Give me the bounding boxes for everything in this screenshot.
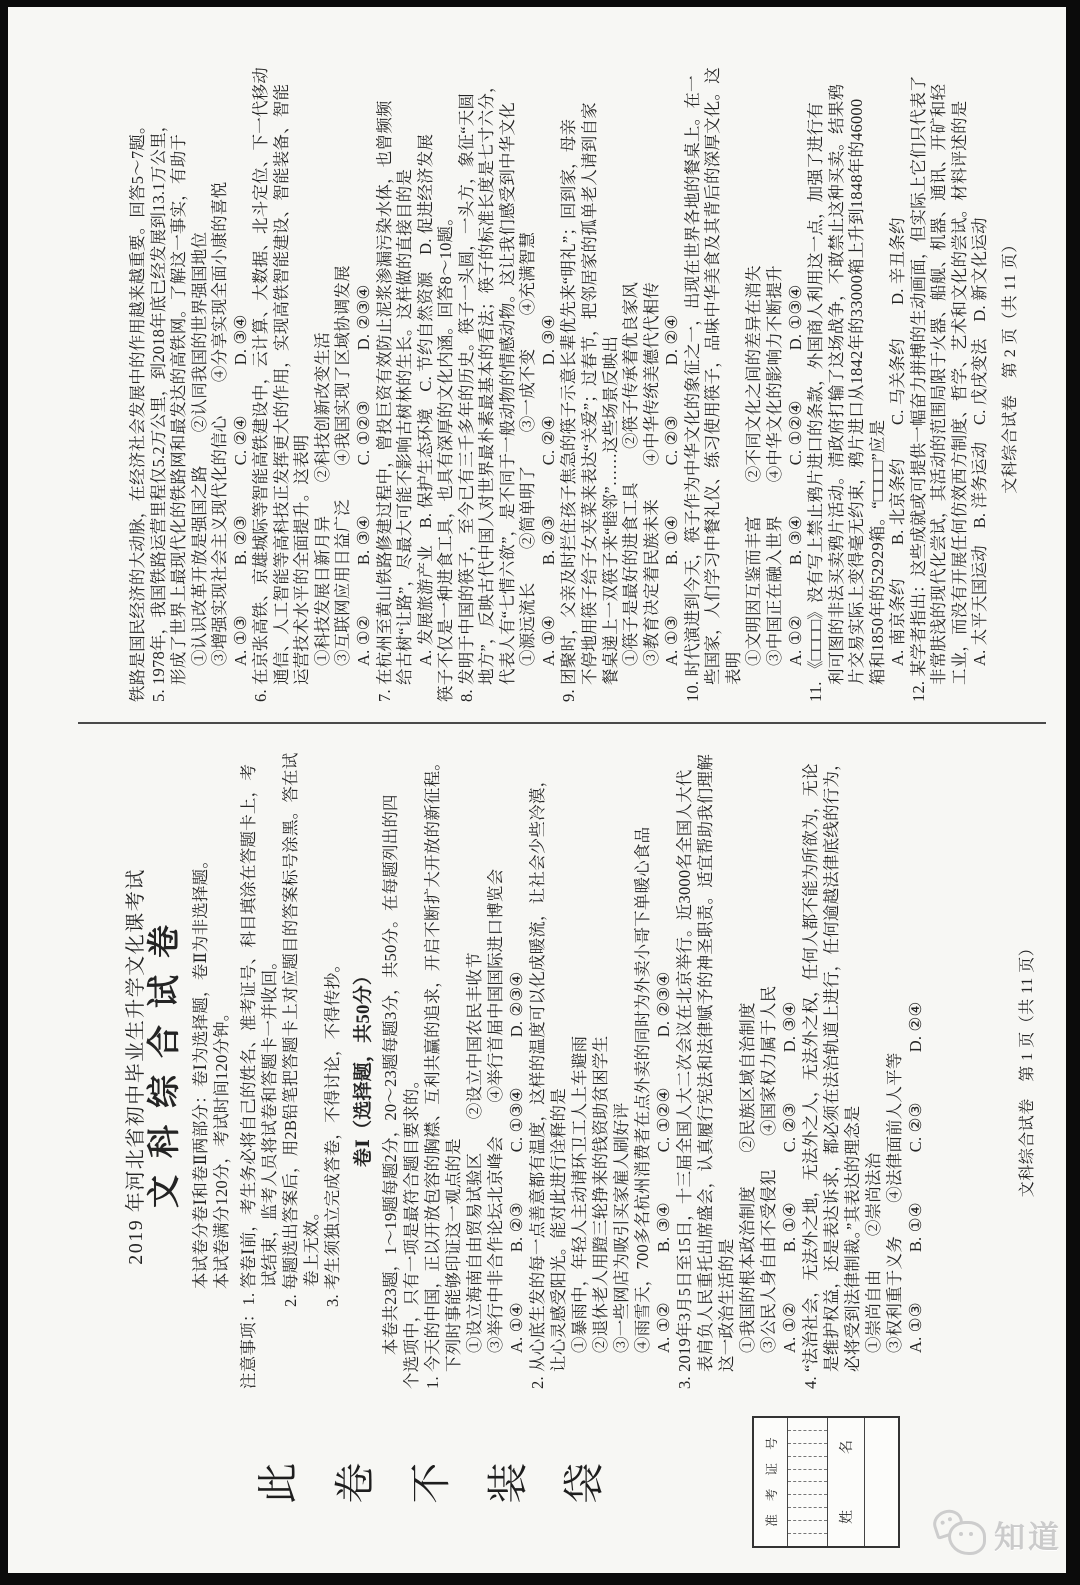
page2-content [45, 10, 1058, 720]
page1-text-line: 2. 从心底生发的每一点善意都有温度，这样的温度可以化成暖流，让社会少些冷漠， [528, 770, 547, 1389]
page2-text-line: ③教育决定着民族未来 ④中华传统美德代代相传 [641, 281, 661, 666]
page1-text-line: 1. 今天的中国，正以开放包容的胸襟、互利共赢的追求，开启不断扩大开放的新征程。 [423, 754, 442, 1389]
page2-text-line: A. 南京条约 B. 北京条约 C. 马关条约 D. 辛丑条约 [888, 217, 908, 666]
page2-text-line: 地方”，反映古代中国人对世界最朴素最基本的看法；筷子的标准长度是七寸六分， [477, 76, 497, 685]
page1-scan-area [60, 732, 1055, 1405]
page1-text-line: 让心灵感受阳光。能对此进行诠释的是 [549, 1088, 568, 1372]
page1-text-line: ③公民人身自由不受侵犯 ④国家权力属于人民 [759, 985, 778, 1353]
page1-text-line: A. ①④ B. ②③ C. ①③④ D. ②③④ [507, 971, 526, 1353]
page1-text-line: A. ①② B. ③④ C. ①②④ D. ②③④ [654, 971, 673, 1353]
page2-text-line: 非常肤浅的现代化尝试，其活动的范围局限于火器、船舰、机器、通讯、开矿和轻 [929, 83, 949, 685]
page2-text-line: A. ①④ B. ②③ C. ②④ D. ③④ [538, 314, 558, 666]
page2-text-line: 通信、人工智能等高科技正发挥更大的作用，实现高铁智能建设、智能装备、智能 [271, 83, 291, 685]
exam-number-cell [788, 1444, 827, 1457]
page1-text-line: ②退休老人用蹬三轮挣来的钱资助贫困学生 [591, 1035, 610, 1353]
page2-text-line: ①源远流长 ②简单明了 ③一成不变 ④充满智慧 [518, 231, 538, 666]
page1-text-line: 卷Ⅰ（选择题，共50分） [353, 965, 374, 1168]
page1-text-line: ①设立海南自由贸易试验区 ②设立中国农民丰收节 [465, 952, 484, 1353]
page2-text-line: 9. 团聚时，父亲及时拦住孩子焦急的筷子示意长辈优先来“明礼”；回到家，母亲 [559, 118, 579, 702]
name-blank-row [865, 1418, 898, 1546]
page2-text-line: A. ①② B. ③④ C. ①②④ D. ①③④ [785, 284, 805, 666]
page2-text-line: 给古树“让路”，尽最大可能不影响古树林的生长。这样做的直接目的是 [395, 168, 415, 685]
seal-char: 卷 [331, 1462, 378, 1504]
page1-text-line: ①崇尚自由 ②崇尚法治 [864, 1152, 883, 1353]
page1-text-line: ③一些网店为吸引买家雇人刷好评 [612, 1102, 631, 1353]
page2-text-line: 12. 某学者指出：这些成就或可提供一幅奋力拼搏的生动画面，但实际上它们只代表了 [908, 75, 928, 702]
page2-text-line: 不停地用筷子给子女夹菜来表达“关爱”；过春节，把邻居家的孤单老人请到自家 [580, 102, 600, 685]
page1-text-line: 本试卷满分120分，考试时间120分钟。 [212, 1004, 231, 1289]
page2-text-line: A. ①③ B. ①④ C. ②③ D. ②④ [662, 314, 682, 666]
page2-text-line: A. ①③ B. ②③ C. ②④ D. ③④ [230, 314, 250, 666]
zhidao-watermark-text: 知道 [994, 1519, 1062, 1555]
page2-text-line: A. 太平天国运动 B. 洋务运动 C. 戊戌变法 D. 新文化运动 [970, 217, 990, 666]
exam-number-cell [788, 1457, 827, 1470]
page1-text-line: 注意事项：1. 答卷Ⅰ前，考生务必将自己的姓名、准考证号、科目填涂在答题卡上，考 [239, 763, 258, 1389]
page2-scan-area [45, 10, 1058, 720]
exam-number-cell [788, 1470, 827, 1483]
exam-number-cell [788, 1508, 827, 1521]
page2-text-block [128, 24, 991, 702]
exam-number-cell [788, 1431, 827, 1444]
page2-text-line: 运营技术水平的全面提升。这表明 [292, 434, 312, 685]
page1-text-line: A. ①③ B. ①④ C. ②③ D. ②④ [906, 1001, 925, 1353]
page2-text-line: A. ①② B. ③④ C. ①②③ D. ②③④ [354, 284, 374, 666]
page1-text-line: ③举行中非合作论坛北京峰会 ④举行首届中国国际进口博览会 [486, 868, 505, 1353]
page1-text-line: 2. 每题选出答案后，用2B铅笔把答题卡上对应题目的答案标号涂黑。答在试 [281, 752, 300, 1307]
page2-text-line: ③中国正在融入世界 ④中华文化的影响力不断提升 [764, 265, 784, 666]
page1-text-line: 个选项中，只有一项是最符合题目要求的。 [402, 1071, 421, 1389]
seal-char: 装 [484, 1462, 531, 1504]
name-label-last: 名 [840, 1440, 855, 1454]
page2-text-line: 形成了世界上最现代化的铁路网和最发达的高铁网。了解这一事实，有助于 [169, 133, 189, 685]
name-label-first: 姓 [840, 1510, 855, 1524]
page2-text-line: 代表人有“七情六欲”，是不同于一般动物的情感动物。这让我们感受到中华文化 [497, 102, 517, 685]
page2-text-line: 工业，而没有开展任何仿效西方制度、哲学、艺术和文化的尝试。材料评述的是 [949, 100, 969, 685]
page2-text-line: 6. 在京张高铁、京雄城际等智能高铁建设中，云计算、大数据、北斗定位、下一代移动 [251, 67, 271, 702]
page2-text-line: 10. 时代演进到今天，筷子作为中华文化的象征之一，出现在世界各地的餐桌上。在一 [682, 75, 702, 702]
page1-text-line: 本卷共23题，1～19题每题2分，20～23题每题3分，共50分。在每题列出的四 [381, 794, 400, 1355]
page2-text-line: 铁路是国民经济的大动脉，在经济社会发展中的作用越来越重要。回答5～7题。 [128, 117, 147, 702]
page1-text-line: 下列时事能够印证这一观点的是 [444, 1138, 463, 1372]
exam-number-label: 准 考 证 号 [754, 1418, 788, 1546]
page2-footer: 文科综合试卷 第 2 页（共 11 页） [1002, 236, 1019, 494]
exam-id-box [752, 1416, 900, 1548]
zhidao-logo-icon [932, 1510, 986, 1558]
page2-text-line: 餐桌递上一双筷子来“睦邻”……这些场景反映出 [600, 335, 620, 685]
page2-text-line: 些国家，人们学习中餐礼仪、练习使用筷子，品味中华美食及其背后的深厚文化。这 [703, 67, 723, 685]
page2-text-line: 7. 在杭州至黄山铁路修建过程中，曾投巨资有效防止泥浆渗漏污染水体，也曾频频 [374, 100, 394, 702]
page2-text-line: 表明 [723, 651, 743, 685]
page1-text-line: 必将受到法律制裁。”其表达的理念是 [843, 1105, 862, 1372]
page1-text-line: 是维护权益，还是表达诉求，都必须在法治轨道上进行，任何逾越法律底线的行为， [822, 754, 841, 1372]
scan-edge-top [0, 0, 1080, 7]
page1-text-line: 试结束，监考人员将试卷和答题卡一并收回。 [260, 953, 279, 1287]
page1-text-line: 2019 年河北省初中毕业生升学文化课考试 [125, 868, 147, 1265]
exam-number-cell [788, 1534, 827, 1546]
page2-text-line: 箱和1850年的52929箱。“□□□□”应是 [867, 419, 887, 685]
scan-edge-left [0, 0, 8, 1585]
page2-text-line: ①文明因互鉴而丰富 ②不同文化之间的差异在消失 [744, 265, 764, 666]
exam-number-cell [788, 1495, 827, 1508]
page1-text-line: A. ①② B. ①④ C. ②③ D. ③④ [780, 1001, 799, 1353]
exam-number-cell [788, 1418, 827, 1431]
scan-edge-bottom [0, 1573, 1080, 1585]
page2-text-line: ①认识改革开放是强国之路 ②认同我国的世界强国地位 [189, 231, 209, 666]
zhidao-watermark [932, 1510, 1062, 1558]
page2-text-line: 片交易实际上变得毫无约束，鸦片进口从1842年的33000箱上升到1848年的46000 [847, 98, 867, 685]
page1-text-line: 文科综合试卷 [147, 908, 183, 1208]
page1-text-line: ①暴雨中，年轻人主动请环卫工人上车避雨 [570, 1035, 589, 1353]
page1-text-line: 3. 考生须独立完成答卷，不得讨论，不得传抄。 [323, 955, 342, 1307]
page2-text-line: 8. 发明于中国的筷子，至今已有三千多年的历史。筷子一头圆，一头方，象征“天圆 [456, 92, 476, 702]
page2-text-line: 5. 1978年，我国铁路运营里程仅5.2万公里，到2018年底已经发展到13.1万公里， [148, 115, 168, 702]
page1-footer: 文科综合试卷 第 1 页（共 11 页） [1019, 939, 1036, 1198]
name-label-row [828, 1418, 865, 1546]
seal-char: 袋 [561, 1462, 607, 1504]
exam-number-cell [788, 1482, 827, 1495]
page2-text-line: ③互联网应用日益广泛 ④我国实现了区域协调发展 [333, 265, 353, 666]
page1-text-block [126, 744, 926, 1389]
exam-number-cell [788, 1521, 827, 1534]
page2-text-line: ③增强实现社会主义现代化的信心 ④分享实现全面小康的喜悦 [210, 181, 230, 666]
page1-text-line: 卷上无效。 [302, 1203, 321, 1287]
page1-text-line: 表肩负人民重托出席盛会，认真履行宪法和法律赋予的神圣职责。适宜帮助我们理解 [696, 754, 715, 1372]
page2-text-line: 筷子不仅是一种进食工具，也具有深厚的文化内涵。回答8～10题。 [436, 209, 456, 702]
seal-char: 不 [408, 1462, 454, 1504]
page2-text-line: 利可图的非法买卖鸦片活动。清政府打输了这场战争，不敢禁止这种买卖。结果鸦 [826, 83, 846, 685]
page1-text-line: ③权利重于义务 ④法律面前人人平等 [885, 1052, 904, 1353]
page1-content [60, 732, 1055, 1405]
page1-text-line: 本试卷分卷Ⅰ和卷Ⅱ两部分：卷Ⅰ为选择题，卷Ⅱ为非选择题。 [191, 851, 210, 1289]
seal-text [257, 1462, 605, 1504]
exam-number-cells [788, 1418, 828, 1546]
exam-id-box-area [752, 1416, 900, 1548]
page1-text-line: 这一政治生活的是 [717, 1238, 736, 1372]
page-divider-line [78, 722, 1046, 724]
scan-edge-right [1066, 0, 1080, 1585]
page1-text-line: ①我国的根本政治制度 ②民族区域自治制度 [738, 1002, 757, 1353]
page1-text-line: ④雨雪天，700多名杭州消费者在点外卖的同时为外卖小哥下单暖心食品 [633, 826, 652, 1353]
page1-text-line: 3. 2019年3月5日至15日，十三届全国人大二次会议在北京举行。近3000名全国人大代 [675, 769, 694, 1389]
seal-char: 此 [255, 1462, 301, 1504]
page2-text-line: A. 发展旅游产业 B. 保护生态环境 C. 节约自然资源 D. 促进经济发展 [415, 133, 435, 666]
page1-text-line: 4. “法治社会，无法外之地，无法外之人，无法外之权，任何人都不能为所欲为，无论 [801, 763, 820, 1389]
page2-text-line: 11. 《□□□□》没有写上禁止鸦片进口的条款，外国商人利用这一点，加强了进行有 [806, 101, 826, 702]
page2-text-line: ①科技发展日新月异 ②科技创新改变生活 [312, 332, 332, 666]
page2-text-line: ①筷子是最好的进食工具 ②筷子传承着优良家风 [621, 281, 641, 666]
